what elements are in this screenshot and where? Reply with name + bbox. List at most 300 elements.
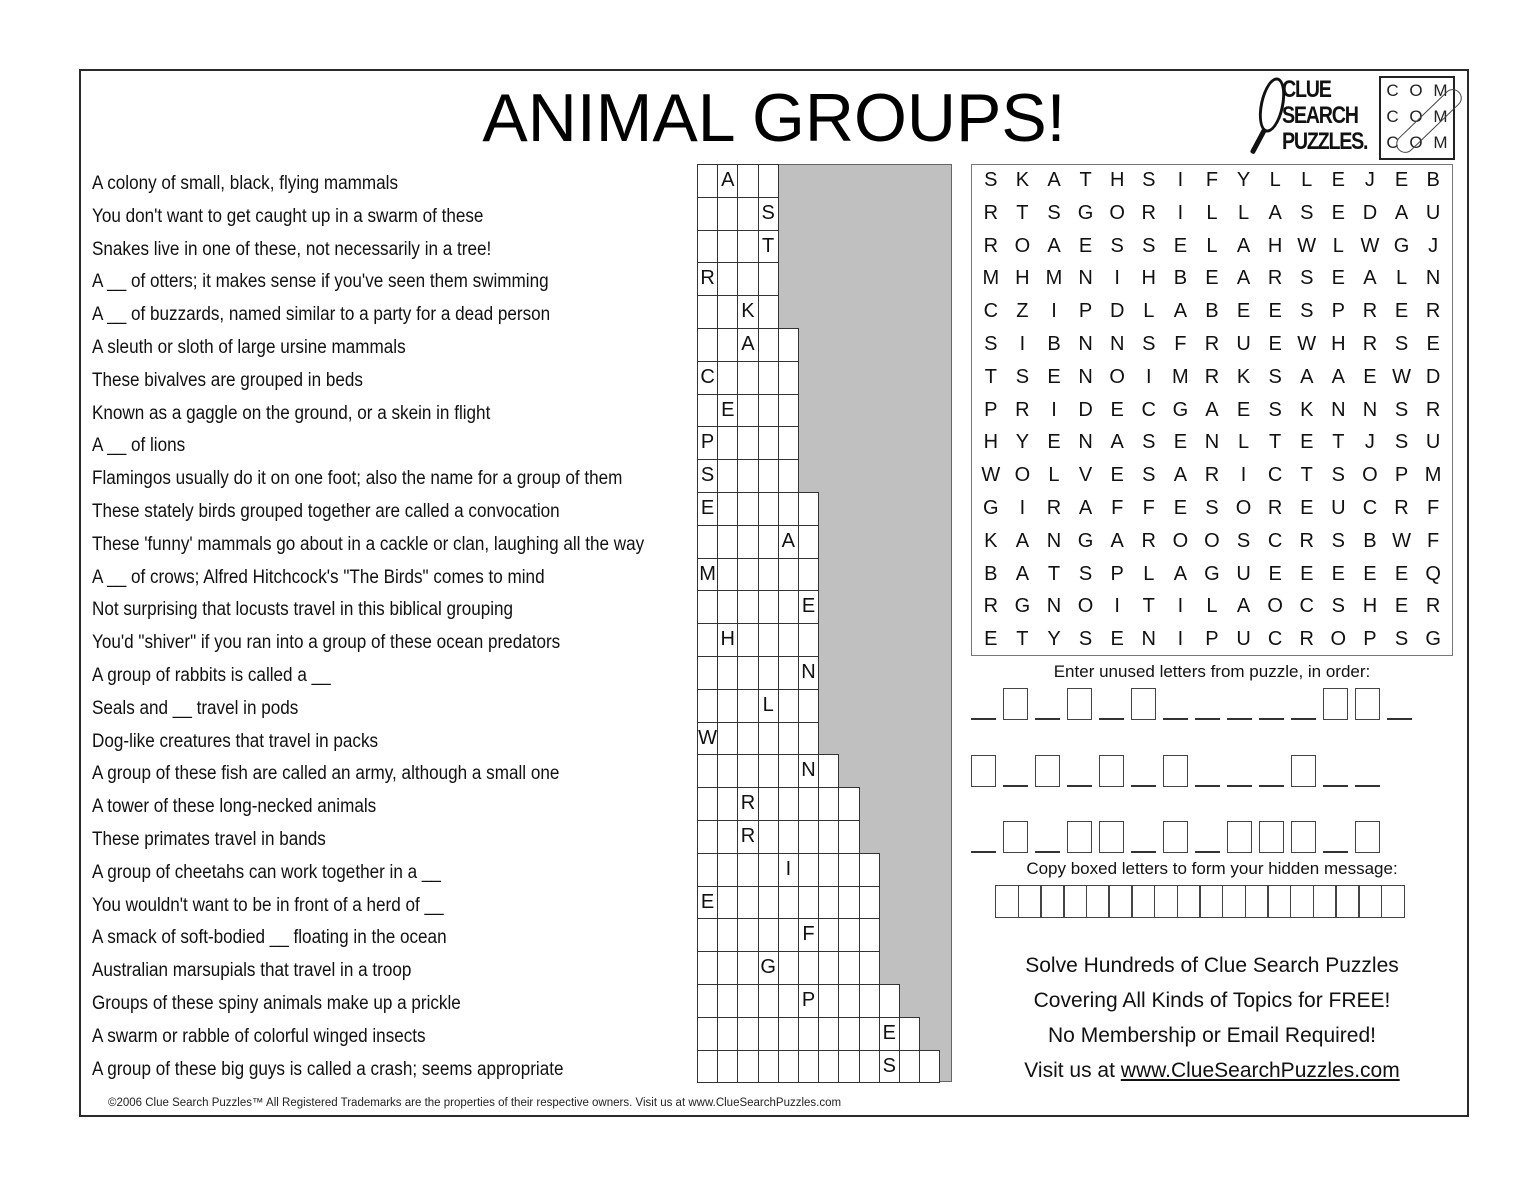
word-search-letter[interactable]: Y — [1236, 169, 1251, 191]
word-search-letter[interactable]: S — [1300, 267, 1314, 290]
word-search-letter[interactable]: R — [1267, 496, 1283, 519]
word-search-letter[interactable]: A — [1363, 267, 1377, 290]
word-search-letter[interactable]: C — [1267, 529, 1283, 552]
answer-cell[interactable] — [778, 1050, 799, 1084]
word-search-letter[interactable]: R — [1394, 496, 1409, 519]
boxed-letter-slot[interactable] — [1067, 688, 1092, 720]
word-search-letter[interactable]: A — [1268, 201, 1282, 224]
word-search-letter[interactable]: K — [1300, 398, 1314, 421]
word-search-letter[interactable]: N — [1109, 332, 1125, 355]
word-search-letter[interactable]: L — [1048, 464, 1060, 487]
answer-cell[interactable] — [778, 689, 799, 723]
word-search-letter[interactable]: G — [1204, 562, 1220, 585]
word-search-letter[interactable]: E — [1331, 169, 1345, 191]
word-search-letter[interactable]: N — [1046, 595, 1062, 618]
word-search-letter[interactable]: E — [984, 628, 998, 651]
answer-cell[interactable] — [838, 820, 859, 854]
word-search-letter[interactable]: S — [1268, 398, 1282, 421]
word-search-letter[interactable]: E — [1331, 562, 1345, 585]
answer-cell[interactable] — [778, 328, 799, 362]
word-search-letter[interactable]: S — [1331, 595, 1345, 618]
answer-cell[interactable] — [717, 558, 738, 592]
boxed-letter-slot[interactable] — [1163, 821, 1188, 853]
word-search-letter[interactable]: E — [1300, 562, 1314, 585]
word-search-letter[interactable]: S — [1015, 365, 1030, 388]
answer-cell[interactable]: E — [697, 886, 718, 920]
answer-cell[interactable] — [919, 1050, 940, 1084]
word-search-letter[interactable]: S — [1394, 431, 1409, 454]
hidden-message-box[interactable] — [1154, 885, 1178, 918]
word-search-letter[interactable]: A — [1394, 201, 1409, 224]
answer-cell[interactable] — [717, 853, 738, 887]
answer-cell[interactable] — [697, 689, 718, 723]
word-search-letter[interactable]: O — [1109, 201, 1125, 224]
word-search-letter[interactable]: Z — [1016, 300, 1029, 323]
answer-cell[interactable] — [717, 492, 738, 526]
word-search-letter[interactable]: I — [1240, 464, 1247, 487]
hidden-message-box[interactable] — [1063, 885, 1087, 918]
answer-cell[interactable] — [758, 558, 779, 592]
answer-cell[interactable]: T — [758, 230, 779, 264]
word-search-letter[interactable]: E — [1363, 562, 1377, 585]
answer-cell[interactable]: N — [798, 656, 819, 690]
answer-cell[interactable] — [717, 754, 738, 788]
answer-cell[interactable] — [697, 820, 718, 854]
word-search-letter[interactable]: S — [1331, 464, 1345, 487]
answer-cell[interactable] — [737, 918, 758, 952]
answer-cell[interactable] — [778, 787, 799, 821]
word-search-letter[interactable]: E — [1394, 169, 1409, 191]
word-search-letter[interactable]: G — [1425, 628, 1441, 651]
word-search-letter[interactable]: H — [1015, 267, 1030, 290]
word-search-letter[interactable]: S — [1142, 332, 1156, 355]
answer-cell[interactable] — [697, 1050, 718, 1084]
word-search-letter[interactable]: R — [1267, 267, 1283, 290]
word-search-letter[interactable]: E — [1173, 431, 1188, 454]
word-search-letter[interactable]: L — [1301, 169, 1313, 191]
word-search-letter[interactable]: S — [1236, 529, 1251, 552]
word-search-letter[interactable]: R — [1204, 332, 1220, 355]
word-search-letter[interactable]: F — [1427, 496, 1440, 519]
word-search-letter[interactable]: U — [1331, 496, 1346, 519]
letter-slot[interactable] — [1195, 823, 1220, 853]
word-search-letter[interactable]: K — [1236, 365, 1251, 388]
word-search-letter[interactable]: S — [1142, 169, 1156, 191]
word-search-letter[interactable]: A — [1173, 562, 1188, 585]
answer-cell[interactable] — [778, 459, 799, 493]
answer-cell[interactable] — [737, 558, 758, 592]
answer-cell[interactable] — [778, 361, 799, 395]
answer-cell[interactable] — [737, 164, 758, 198]
answer-cell[interactable] — [697, 295, 718, 329]
word-search-letter[interactable]: W — [1297, 234, 1317, 257]
word-search-letter[interactable]: S — [1142, 234, 1156, 257]
word-search-letter[interactable]: K — [1015, 169, 1030, 191]
word-search-letter[interactable]: R — [1141, 201, 1156, 224]
answer-cell[interactable] — [737, 394, 758, 428]
answer-cell[interactable] — [697, 590, 718, 624]
boxed-letter-slot[interactable] — [1259, 821, 1284, 853]
answer-cell[interactable] — [717, 426, 738, 460]
word-search-letter[interactable]: O — [1362, 464, 1378, 487]
word-search-letter[interactable]: J — [1364, 431, 1375, 454]
hidden-message-box[interactable] — [1108, 885, 1132, 918]
answer-cell[interactable] — [737, 197, 758, 231]
word-search-letter[interactable]: R — [1362, 332, 1378, 355]
answer-cell[interactable] — [737, 722, 758, 756]
answer-cell[interactable] — [717, 328, 738, 362]
word-search-letter[interactable]: Y — [1015, 431, 1030, 454]
boxed-letter-slot[interactable] — [971, 755, 996, 787]
letter-slot[interactable] — [1387, 690, 1412, 720]
answer-cell[interactable] — [737, 492, 758, 526]
answer-cell[interactable] — [838, 853, 859, 887]
word-search-letter[interactable]: P — [1205, 628, 1219, 651]
word-search-letter[interactable]: O — [1172, 529, 1189, 552]
word-search-letter[interactable]: D — [1425, 365, 1441, 388]
word-search-letter[interactable]: G — [1077, 201, 1094, 224]
answer-cell[interactable] — [758, 426, 779, 460]
answer-cell[interactable] — [818, 951, 839, 985]
word-search-letter[interactable]: S — [1331, 529, 1345, 552]
word-search-letter[interactable]: W — [1360, 234, 1380, 257]
answer-cell[interactable] — [838, 918, 859, 952]
answer-cell[interactable] — [838, 1050, 859, 1084]
answer-cell[interactable]: H — [717, 623, 738, 657]
answer-cell[interactable] — [758, 164, 779, 198]
hidden-message-box[interactable] — [1222, 885, 1246, 918]
word-search-letter[interactable]: F — [1174, 332, 1187, 355]
word-search-letter[interactable]: O — [1330, 628, 1347, 651]
word-search-letter[interactable]: E — [1300, 496, 1314, 519]
word-search-letter[interactable]: T — [1300, 464, 1313, 487]
word-search-letter[interactable]: G — [983, 496, 999, 519]
answer-cell[interactable] — [717, 787, 738, 821]
answer-cell[interactable]: P — [798, 984, 819, 1018]
word-search-letter[interactable]: E — [1331, 267, 1345, 290]
letter-slot[interactable] — [1003, 757, 1028, 787]
answer-cell[interactable] — [697, 787, 718, 821]
answer-cell[interactable]: M — [697, 558, 718, 592]
word-search-letter[interactable]: D — [1078, 398, 1093, 421]
letter-slot[interactable] — [1163, 690, 1188, 720]
word-search-letter[interactable]: R — [983, 201, 999, 224]
answer-cell[interactable] — [778, 492, 799, 526]
word-search-letter[interactable]: O — [1109, 365, 1125, 388]
word-search-letter[interactable]: A — [1236, 595, 1251, 618]
letter-slot[interactable] — [1035, 823, 1060, 853]
word-search-letter[interactable]: T — [1016, 201, 1029, 224]
answer-cell[interactable] — [758, 590, 779, 624]
word-search-letter[interactable]: C — [1141, 398, 1156, 421]
answer-cell[interactable]: A — [717, 164, 738, 198]
word-search-letter[interactable]: A — [1047, 169, 1061, 191]
letter-slot[interactable] — [1323, 757, 1348, 787]
word-search-letter[interactable]: I — [1114, 267, 1120, 290]
answer-cell[interactable] — [737, 1017, 758, 1051]
letter-slot[interactable] — [1355, 757, 1380, 787]
answer-cell[interactable] — [697, 230, 718, 264]
boxed-letter-slot[interactable] — [1163, 755, 1188, 787]
answer-cell[interactable] — [758, 656, 779, 690]
word-search-letter[interactable]: O — [1204, 529, 1220, 552]
answer-cell[interactable] — [758, 361, 779, 395]
answer-cell[interactable]: R — [697, 262, 718, 296]
word-search-letter[interactable]: M — [1045, 267, 1063, 290]
answer-cell[interactable] — [697, 984, 718, 1018]
hidden-message-box[interactable] — [1131, 885, 1155, 918]
answer-cell[interactable] — [758, 459, 779, 493]
word-search-letter[interactable]: W — [1392, 529, 1411, 552]
hidden-message-box[interactable] — [1086, 885, 1110, 918]
word-search-letter[interactable]: A — [1110, 431, 1124, 454]
word-search-letter[interactable]: A — [1300, 365, 1314, 388]
answer-cell[interactable] — [697, 525, 718, 559]
word-search-letter[interactable]: E — [1300, 431, 1314, 454]
word-search-letter[interactable]: O — [1014, 234, 1031, 257]
answer-cell[interactable]: P — [697, 426, 718, 460]
answer-cell[interactable] — [697, 394, 718, 428]
word-search-letter[interactable]: W — [1392, 365, 1411, 388]
answer-cell[interactable] — [717, 459, 738, 493]
answer-cell[interactable] — [798, 853, 819, 887]
word-search-letter[interactable]: N — [1362, 398, 1378, 421]
answer-cell[interactable] — [697, 197, 718, 231]
word-search-letter[interactable]: S — [1268, 365, 1282, 388]
hidden-message-box[interactable] — [1335, 885, 1359, 918]
word-search-letter[interactable]: S — [1110, 234, 1124, 257]
word-search-letter[interactable]: N — [1046, 529, 1062, 552]
letter-slot[interactable] — [1227, 690, 1252, 720]
letter-slot[interactable] — [1131, 757, 1156, 787]
word-search-letter[interactable]: T — [1269, 431, 1282, 454]
answer-cell[interactable] — [798, 820, 819, 854]
answer-cell[interactable] — [758, 820, 779, 854]
word-search-letter[interactable]: P — [1078, 300, 1093, 323]
word-search-letter[interactable]: E — [1110, 398, 1124, 421]
word-search-letter[interactable]: A — [1110, 529, 1124, 552]
boxed-letter-slot[interactable] — [1355, 688, 1380, 720]
word-search-letter[interactable]: R — [1015, 398, 1030, 421]
word-search-letter[interactable]: R — [1046, 496, 1062, 519]
answer-cell[interactable] — [859, 853, 880, 887]
word-search-letter[interactable]: S — [1078, 628, 1093, 651]
word-search-letter[interactable]: T — [1332, 431, 1345, 454]
word-search-letter[interactable]: R — [1141, 529, 1156, 552]
word-search-letter[interactable]: I — [1177, 628, 1184, 651]
word-search-letter[interactable]: O — [1235, 496, 1252, 519]
word-search-letter[interactable]: H — [1141, 267, 1156, 290]
answer-cell[interactable] — [697, 1017, 718, 1051]
word-search-letter[interactable]: E — [1173, 496, 1188, 519]
word-search-letter[interactable]: R — [1204, 464, 1220, 487]
letter-slot[interactable] — [971, 823, 996, 853]
word-search-letter[interactable]: L — [1143, 562, 1155, 585]
word-search-letter[interactable]: S — [1394, 398, 1409, 421]
answer-cell[interactable] — [798, 1050, 819, 1084]
answer-cell[interactable] — [798, 1017, 819, 1051]
answer-cell[interactable]: L — [758, 689, 779, 723]
word-search-letter[interactable]: G — [1393, 234, 1410, 257]
word-search-letter[interactable]: U — [1425, 201, 1441, 224]
letter-slot[interactable] — [971, 690, 996, 720]
word-search-letter[interactable]: L — [1206, 234, 1218, 257]
word-search-letter[interactable]: R — [1362, 300, 1378, 323]
word-search-letter[interactable]: E — [1394, 562, 1409, 585]
answer-cell[interactable]: E — [697, 492, 718, 526]
word-search-letter[interactable]: E — [1268, 332, 1282, 355]
word-search-letter[interactable]: S — [1142, 431, 1156, 454]
answer-cell[interactable]: R — [737, 820, 758, 854]
word-search-letter[interactable]: T — [1047, 562, 1061, 585]
word-search-letter[interactable]: L — [1332, 234, 1344, 257]
word-search-letter[interactable]: N — [1425, 267, 1441, 290]
word-search-letter[interactable]: R — [1299, 628, 1314, 651]
word-search-letter[interactable]: E — [1363, 365, 1377, 388]
word-search-letter[interactable]: S — [1142, 464, 1156, 487]
word-search-letter[interactable]: A — [1015, 529, 1030, 552]
word-search-letter[interactable]: N — [1141, 628, 1156, 651]
word-search-letter[interactable]: U — [1236, 562, 1251, 585]
hidden-message-box[interactable] — [1290, 885, 1314, 918]
letter-slot[interactable] — [1035, 690, 1060, 720]
word-search-letter[interactable]: A — [1331, 365, 1345, 388]
letter-slot[interactable] — [1227, 757, 1252, 787]
answer-cell[interactable] — [737, 525, 758, 559]
answer-cell[interactable] — [798, 623, 819, 657]
word-search-letter[interactable]: O — [1267, 595, 1283, 618]
answer-cell[interactable] — [758, 1050, 779, 1084]
word-search-letter[interactable]: A — [1236, 267, 1251, 290]
word-search-letter[interactable]: P — [984, 398, 998, 421]
word-search-letter[interactable]: P — [1331, 300, 1345, 323]
letter-slot[interactable] — [1099, 690, 1124, 720]
answer-cell[interactable] — [798, 525, 819, 559]
word-search-letter[interactable]: S — [1300, 201, 1314, 224]
answer-cell[interactable] — [697, 328, 718, 362]
answer-cell[interactable] — [778, 886, 799, 920]
word-search-letter[interactable]: U — [1425, 431, 1441, 454]
answer-cell[interactable] — [737, 1050, 758, 1084]
answer-cell[interactable] — [818, 754, 839, 788]
answer-cell[interactable] — [717, 656, 738, 690]
word-search-letter[interactable]: R — [1425, 595, 1441, 618]
answer-cell[interactable] — [697, 853, 718, 887]
answer-cell[interactable] — [818, 918, 839, 952]
word-search-letter[interactable]: E — [1078, 234, 1093, 257]
word-search-letter[interactable]: P — [1363, 628, 1377, 651]
word-search-letter[interactable]: G — [1014, 595, 1031, 618]
answer-cell[interactable] — [758, 918, 779, 952]
word-search-letter[interactable]: I — [1177, 595, 1184, 618]
word-search-letter[interactable]: I — [1114, 595, 1120, 618]
answer-cell[interactable] — [737, 656, 758, 690]
word-search-letter[interactable]: D — [1109, 300, 1125, 323]
answer-cell[interactable] — [758, 886, 779, 920]
boxed-letter-slot[interactable] — [1099, 821, 1124, 853]
answer-cell[interactable] — [717, 262, 738, 296]
answer-cell[interactable] — [818, 886, 839, 920]
answer-cell[interactable]: A — [737, 328, 758, 362]
word-search-letter[interactable]: A — [1236, 234, 1251, 257]
word-search-letter[interactable]: I — [1177, 169, 1184, 191]
word-search-letter[interactable]: I — [1019, 332, 1026, 355]
letter-slot[interactable] — [1131, 823, 1156, 853]
answer-cell[interactable] — [717, 525, 738, 559]
word-search-letter[interactable]: H — [983, 431, 999, 454]
answer-cell[interactable] — [818, 984, 839, 1018]
answer-cell[interactable] — [717, 722, 738, 756]
answer-cell[interactable] — [758, 328, 779, 362]
answer-cell[interactable]: R — [737, 787, 758, 821]
answer-cell[interactable] — [798, 722, 819, 756]
word-search-letter[interactable]: E — [1110, 464, 1124, 487]
word-search-letter[interactable]: D — [1362, 201, 1378, 224]
word-search-letter[interactable]: Q — [1425, 562, 1441, 585]
answer-cell[interactable]: A — [778, 525, 799, 559]
answer-cell[interactable] — [758, 722, 779, 756]
answer-cell[interactable] — [697, 951, 718, 985]
word-search-letter[interactable]: H — [1267, 234, 1283, 257]
answer-cell[interactable] — [818, 1017, 839, 1051]
boxed-letter-slot[interactable] — [1323, 688, 1348, 720]
word-search-letter[interactable]: B — [1173, 267, 1188, 290]
word-search-letter[interactable]: S — [1078, 562, 1093, 585]
word-search-letter[interactable]: S — [984, 169, 998, 191]
word-search-letter[interactable]: A — [1173, 464, 1188, 487]
answer-cell[interactable] — [758, 492, 779, 526]
word-search-letter[interactable]: E — [1205, 267, 1219, 290]
word-search-letter[interactable]: H — [1362, 595, 1378, 618]
answer-cell[interactable] — [818, 1050, 839, 1084]
word-search-letter[interactable]: B — [1205, 300, 1219, 323]
boxed-letter-slot[interactable] — [1227, 821, 1252, 853]
word-search-letter[interactable]: L — [1269, 169, 1281, 191]
letter-slot[interactable] — [1323, 823, 1348, 853]
answer-cell[interactable]: K — [737, 295, 758, 329]
word-search-letter[interactable]: H — [1331, 332, 1346, 355]
answer-cell[interactable]: W — [697, 722, 718, 756]
answer-cell[interactable] — [778, 656, 799, 690]
hidden-message-box[interactable] — [1313, 885, 1337, 918]
answer-cell[interactable] — [899, 1017, 920, 1051]
answer-cell[interactable] — [838, 886, 859, 920]
answer-cell[interactable] — [859, 918, 880, 952]
word-search-letter[interactable]: C — [1267, 628, 1283, 651]
word-search-letter[interactable]: R — [983, 234, 999, 257]
word-search-letter[interactable]: E — [1047, 431, 1061, 454]
answer-cell[interactable] — [778, 590, 799, 624]
hidden-message-box[interactable] — [995, 885, 1019, 918]
word-search-letter[interactable]: S — [984, 332, 998, 355]
answer-cell[interactable] — [778, 984, 799, 1018]
word-search-letter[interactable]: O — [1077, 595, 1094, 618]
answer-cell[interactable] — [859, 1050, 880, 1084]
letter-slot[interactable] — [1291, 690, 1316, 720]
word-search-letter[interactable]: A — [1078, 496, 1093, 519]
word-search-letter[interactable]: E — [1236, 300, 1251, 323]
boxed-letter-slot[interactable] — [1291, 755, 1316, 787]
answer-cell[interactable]: F — [798, 918, 819, 952]
answer-cell[interactable] — [737, 361, 758, 395]
word-search-letter[interactable]: N — [1078, 431, 1093, 454]
answer-cell[interactable] — [717, 918, 738, 952]
word-search-letter[interactable]: L — [1237, 201, 1250, 224]
answer-cell[interactable] — [758, 623, 779, 657]
hidden-message-box[interactable] — [1018, 885, 1042, 918]
word-search-letter[interactable]: W — [1297, 332, 1317, 355]
word-search-letter[interactable]: P — [1394, 464, 1409, 487]
